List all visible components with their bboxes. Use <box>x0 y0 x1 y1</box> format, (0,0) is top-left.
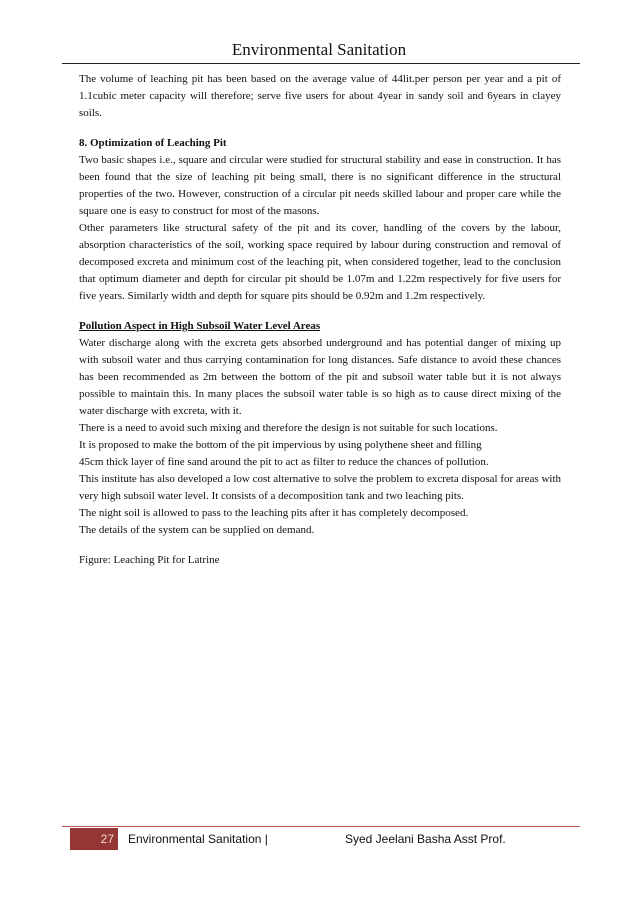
optimization-heading: 8. Optimization of Leaching Pit <box>79 137 227 149</box>
figure-caption: Figure: Leaching Pit for Latrine <box>79 554 220 566</box>
pollution-paragraph-3b: 45cm thick layer of fine sand around the pit to act as filter to reduce the chances of pollution. <box>79 456 489 468</box>
optimization-paragraph-2: Other parameters like structural safety of the pit and its cover, handling of the covers by the labour, absorption characteristics of the soil, working space required by labour during construction and removal of decomposed excreta and minimum cost of the leaching pit, when considered together, lead to the conclusion that optimum diameter and depth for circular pit should be 1.07m and 1.22m respectively for five users for five years. Similarly width and depth for square pits should be 0.92m and 1.2m respectively. <box>79 222 561 302</box>
spacer <box>79 305 561 318</box>
footer-document-title: Environmental Sanitation | <box>128 832 268 846</box>
document-body <box>79 71 561 569</box>
footer-author: Syed Jeelani Basha Asst Prof. <box>345 832 506 846</box>
header-divider <box>62 63 580 64</box>
pollution-paragraph-1: Water discharge along with the excreta gets absorbed underground and has potential danger of mixing up with subsoil water and thus carrying contamination for long distances. Safe distance to avoid these chances has been recommended as 2m between the bottom of the pit and subsoil water table but it is not always possible to maintain this. In many places the subsoil water table is so high as to cause direct mixing of the water discharge with excreta, with it. <box>79 337 561 417</box>
spacer <box>79 122 561 135</box>
pollution-paragraph-5: The night soil is allowed to pass to the leaching pits after it has completely decomposed. <box>79 507 469 519</box>
intro-paragraph: The volume of leaching pit has been based on the average value of 44lit.per person per year and a pit of 1.1cubic meter capacity will therefore; serve five users for about 4year in sandy soil and 6years in clayey soils. <box>79 73 561 119</box>
page-number: 27 <box>70 828 118 850</box>
spacer <box>79 539 561 552</box>
pollution-paragraph-4: This institute has also developed a low cost alternative to solve the problem to excreta disposal for areas with very high subsoil water level. It consists of a decomposition tank and two leaching pits. <box>79 473 561 502</box>
footer-divider <box>62 826 580 827</box>
pollution-paragraph-3a: It is proposed to make the bottom of the pit impervious by using polythene sheet and filling <box>79 439 482 451</box>
pollution-paragraph-2: There is a need to avoid such mixing and therefore the design is not suitable for such locations. <box>79 422 498 434</box>
optimization-paragraph-1: Two basic shapes i.e., square and circular were studied for structural stability and ease in construction. It has been found that the size of leaching pit being small, there is no significant difference in the structural properties of the two. However, construction of a circular pit needs skilled labour and proper care while the square one is easy to construct for most of the masons. <box>79 154 561 217</box>
page-footer <box>70 828 580 850</box>
page-header-title: Environmental Sanitation <box>231 40 407 59</box>
pollution-heading: Pollution Aspect in High Subsoil Water Level Areas <box>79 320 321 332</box>
pollution-paragraph-6: The details of the system can be supplied on demand. <box>79 524 315 536</box>
